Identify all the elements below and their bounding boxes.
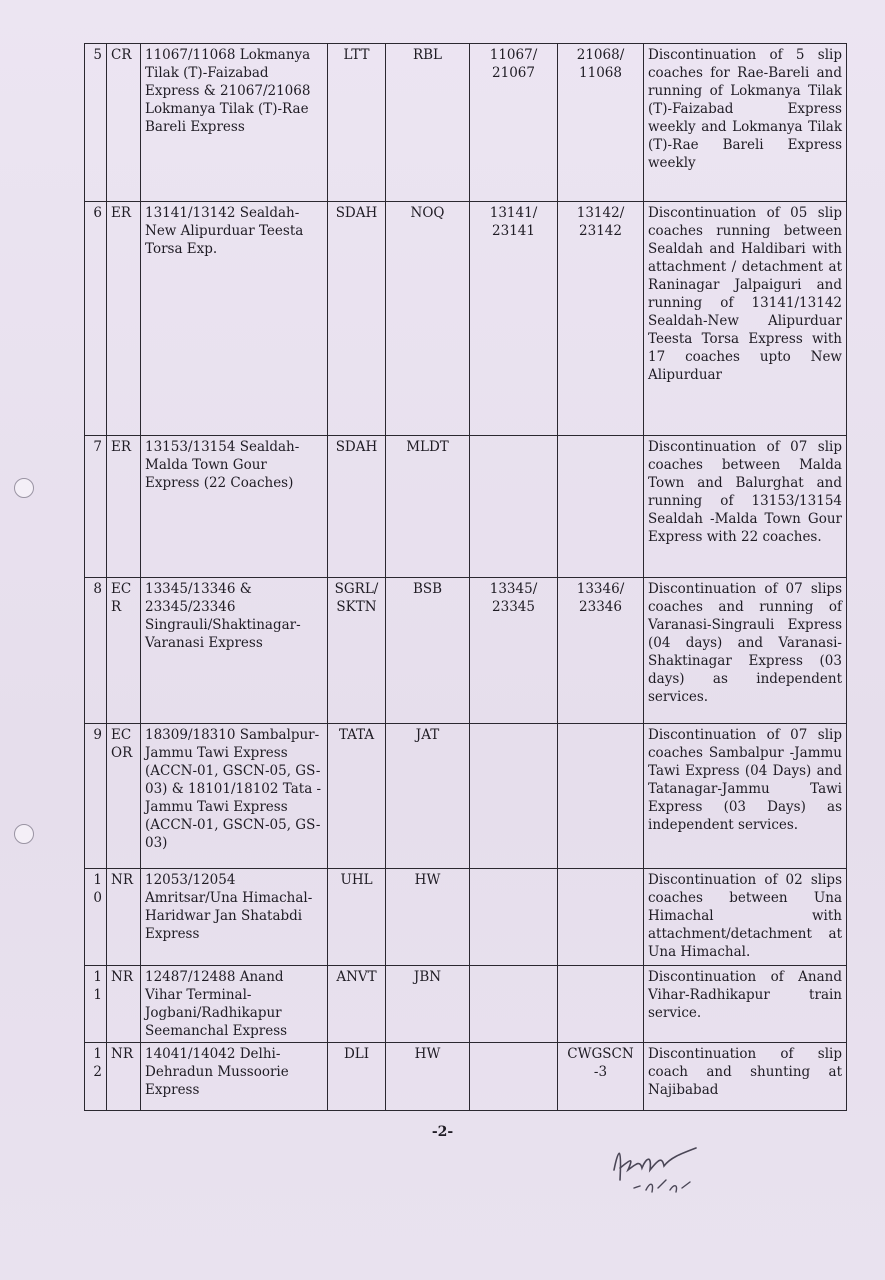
to-station-cell: NOQ bbox=[386, 202, 470, 436]
from-station-cell: SDAH bbox=[328, 436, 386, 578]
from-station-cell: ANVT bbox=[328, 966, 386, 1043]
table-row bbox=[85, 869, 847, 966]
from-station-cell: TATA bbox=[328, 724, 386, 869]
remarks-cell: Discontinuation of 07 slip coaches between Malda Town and Balurghat and running of 13153/13154 Sealdah -Malda Town Gour Express with 22 coaches. bbox=[644, 436, 847, 578]
train-cell: 13153/13154 Sealdah-Malda Town Gour Express (22 Coaches) bbox=[141, 436, 328, 578]
zone-cell: NR bbox=[107, 869, 141, 966]
remarks-cell: Discontinuation of 5 slip coaches for Rae-Bareli and running of Lokmanya Tilak (T)-Faizabad Express weekly and Lokmanya Tilak (T)-Rae Bareli Express weekly bbox=[644, 44, 847, 202]
train-number-cell bbox=[470, 966, 558, 1043]
train-number-cell bbox=[470, 1043, 558, 1111]
train-number-cell: 11067/ 21067 bbox=[470, 44, 558, 202]
to-station-cell: JBN bbox=[386, 966, 470, 1043]
train-number-cell: 21068/ 11068 bbox=[558, 44, 644, 202]
train-number-cell: 13345/ 23345 bbox=[470, 578, 558, 724]
table-row bbox=[85, 1043, 847, 1111]
serial-number: 9 bbox=[85, 724, 107, 869]
remarks-cell: Discontinuation of 07 slip coaches Sambalpur -Jammu Tawi Express (04 Days) and Tatanagar-Jammu Tawi Express (03 Days) as independent services. bbox=[644, 724, 847, 869]
train-number-cell bbox=[558, 436, 644, 578]
to-station-cell: HW bbox=[386, 1043, 470, 1111]
serial-number: 12 bbox=[85, 1043, 107, 1111]
train-number-cell bbox=[558, 966, 644, 1043]
from-station-cell: DLI bbox=[328, 1043, 386, 1111]
zone-cell: ER bbox=[107, 202, 141, 436]
from-station-cell: LTT bbox=[328, 44, 386, 202]
serial-number: 6 bbox=[85, 202, 107, 436]
table-row bbox=[85, 578, 847, 724]
serial-number: 5 bbox=[85, 44, 107, 202]
page-number: -2- bbox=[431, 1124, 454, 1140]
to-station-cell: BSB bbox=[386, 578, 470, 724]
zone-cell: CR bbox=[107, 44, 141, 202]
train-table bbox=[84, 43, 847, 1111]
train-number-cell bbox=[558, 724, 644, 869]
table-row bbox=[85, 724, 847, 869]
punch-hole bbox=[14, 824, 34, 844]
train-number-cell: 13141/ 23141 bbox=[470, 202, 558, 436]
from-station-cell: UHL bbox=[328, 869, 386, 966]
train-number-cell bbox=[558, 869, 644, 966]
train-number-cell: 13346/ 23346 bbox=[558, 578, 644, 724]
table-row bbox=[85, 436, 847, 578]
train-cell: 13345/13346 & 23345/23346 Singrauli/Shaktinagar-Varanasi Express bbox=[141, 578, 328, 724]
table-row bbox=[85, 202, 847, 436]
train-cell: 14041/14042 Delhi-Dehradun Mussoorie Express bbox=[141, 1043, 328, 1111]
from-station-cell: SGRL/ SKTN bbox=[328, 578, 386, 724]
to-station-cell: RBL bbox=[386, 44, 470, 202]
remarks-cell: Discontinuation of slip coach and shunting at Najibabad bbox=[644, 1043, 847, 1111]
train-number-cell bbox=[470, 869, 558, 966]
remarks-cell: Discontinuation of 02 slips coaches between Una Himachal with attachment/detachment at Una Himachal. bbox=[644, 869, 847, 966]
remarks-cell: Discontinuation of Anand Vihar-Radhikapur train service. bbox=[644, 966, 847, 1043]
table-row bbox=[85, 44, 847, 202]
serial-number: 8 bbox=[85, 578, 107, 724]
punch-hole bbox=[14, 478, 34, 498]
train-cell: 12053/12054 Amritsar/Una Himachal-Haridwar Jan Shatabdi Express bbox=[141, 869, 328, 966]
train-cell: 11067/11068 Lokmanya Tilak (T)-Faizabad Express & 21067/21068 Lokmanya Tilak (T)-Rae Bareli Express bbox=[141, 44, 328, 202]
train-number-cell bbox=[470, 436, 558, 578]
serial-number: 7 bbox=[85, 436, 107, 578]
remarks-cell: Discontinuation of 05 slip coaches running between Sealdah and Haldibari with attachment / detachment at Raninagar Jalpaiguri and running of 13141/13142 Sealdah-New Alipurduar Teesta Torsa Express with 17 coaches upto New Alipurduar bbox=[644, 202, 847, 436]
train-number-cell: CWGSCN -3 bbox=[558, 1043, 644, 1111]
to-station-cell: JAT bbox=[386, 724, 470, 869]
zone-cell: NR bbox=[107, 1043, 141, 1111]
to-station-cell: HW bbox=[386, 869, 470, 966]
zone-cell: NR bbox=[107, 966, 141, 1043]
train-cell: 18309/18310 Sambalpur-Jammu Tawi Express (ACCN-01, GSCN-05, GS-03) & 18101/18102 Tata - Jammu Tawi Express (ACCN-01, GSCN-05, GS-03) bbox=[141, 724, 328, 869]
train-number-cell bbox=[470, 724, 558, 869]
serial-number: 11 bbox=[85, 966, 107, 1043]
serial-number: 10 bbox=[85, 869, 107, 966]
train-number-cell: 13142/ 23142 bbox=[558, 202, 644, 436]
handwritten-signature bbox=[600, 1130, 730, 1200]
from-station-cell: SDAH bbox=[328, 202, 386, 436]
remarks-cell: Discontinuation of 07 slips coaches and running of Varanasi-Singrauli Express (04 days) and Varanasi-Shaktinagar Express (03 days) as independent services. bbox=[644, 578, 847, 724]
zone-cell: ER bbox=[107, 436, 141, 578]
train-cell: 12487/12488 Anand Vihar Terminal-Jogbani/Radhikapur Seemanchal Express bbox=[141, 966, 328, 1043]
train-cell: 13141/13142 Sealdah-New Alipurduar Teesta Torsa Exp. bbox=[141, 202, 328, 436]
zone-cell: EC R bbox=[107, 578, 141, 724]
table-row bbox=[85, 966, 847, 1043]
to-station-cell: MLDT bbox=[386, 436, 470, 578]
zone-cell: EC OR bbox=[107, 724, 141, 869]
